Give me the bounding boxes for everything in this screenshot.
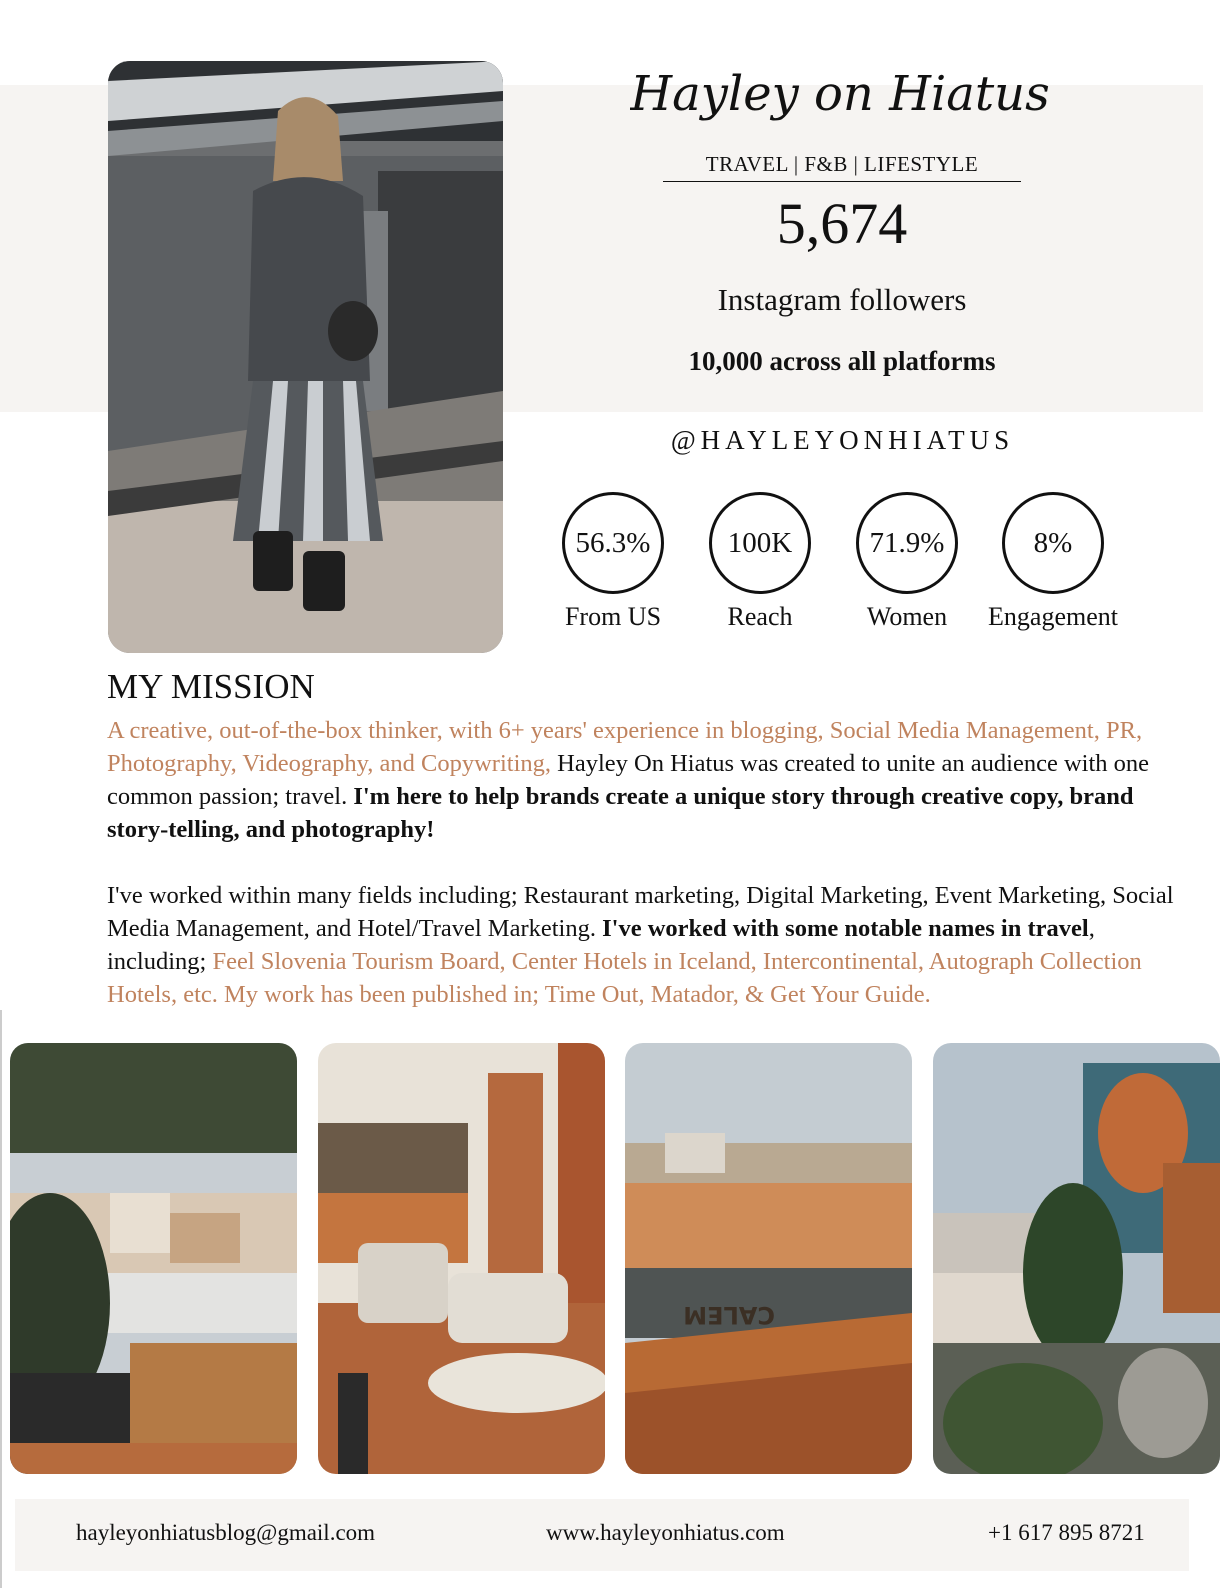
followers-count: 5,674	[776, 191, 908, 256]
stat-reach	[685, 492, 835, 632]
mission-bold-text: I've worked with some notable names in travel	[602, 915, 1089, 942]
gallery-photo-hotel-lounge	[318, 1043, 605, 1474]
instagram-handle: @HAYLEYONHIATUS	[670, 425, 1015, 455]
platform-total: 10,000 across all platforms	[688, 346, 996, 376]
svg-text:Hayley on Hiatus: Hayley on Hiatus	[630, 66, 1050, 122]
contact-email[interactable]: hayleyonhiatusblog@gmail.com	[76, 1520, 376, 1545]
mission-title: MY MISSION	[107, 667, 315, 706]
tagline: TRAVEL | F&B | LIFESTYLE	[663, 152, 1021, 182]
mission-accent-text: Feel Slovenia Tourism Board, Center Hotels in Iceland, Intercontinental, Autograph Collection Hotels, etc. My work has been published in; Time Out, Matador, & Get Your Guide.	[107, 948, 1142, 1008]
gallery-photo-rooftop-mural	[933, 1043, 1220, 1474]
page-edge	[0, 1010, 2, 1588]
gallery-photo-porto-terrace	[10, 1043, 297, 1474]
gallery-photo-porto-river	[625, 1043, 912, 1474]
mission-text	[107, 714, 1182, 1011]
stat-label: Women	[866, 602, 948, 631]
stat-value: 100K	[709, 492, 811, 594]
stat-from-us	[538, 492, 688, 632]
svg-text:CALEM: CALEM	[683, 1301, 775, 1329]
contact-phone[interactable]: +1 617 895 8721	[988, 1520, 1145, 1545]
mission-bold-text: I'm here to help brands create a unique story through creative copy, brand story-telling, and photography!	[107, 783, 1134, 843]
followers-label: Instagram followers	[717, 282, 967, 317]
contact-website[interactable]: www.hayleyonhiatus.com	[546, 1520, 785, 1545]
stat-label: Engagement	[988, 602, 1118, 631]
mission-accent-text: A creative, out-of-the-box thinker, with 6+ years' experience in blogging, Social Media Management, PR, Photography, Videography, and Copywriting,	[107, 717, 1143, 777]
mission-text-span: Hayley On Hiatus was created to unite an audience with one common passion; travel.	[107, 750, 1150, 810]
stat-value: 8%	[1002, 492, 1104, 594]
stat-label: From US	[564, 602, 662, 631]
stat-women	[832, 492, 982, 632]
stat-label: Reach	[727, 602, 793, 631]
brand-logo	[630, 45, 1050, 140]
stat-value: 71.9%	[856, 492, 958, 594]
mission-paragraph-2	[107, 879, 1182, 1011]
mission-text-span: I've worked within many fields including; Restaurant marketing, Digital Marketing, Event Marketing, Social Media Management, and Hotel/Travel Marketing.	[107, 882, 1174, 942]
mission-text-span: , including;	[107, 915, 1095, 975]
stat-value: 56.3%	[562, 492, 664, 594]
stat-engagement	[978, 492, 1128, 632]
profile-photo	[108, 61, 503, 653]
mission-paragraph-1	[107, 714, 1182, 846]
